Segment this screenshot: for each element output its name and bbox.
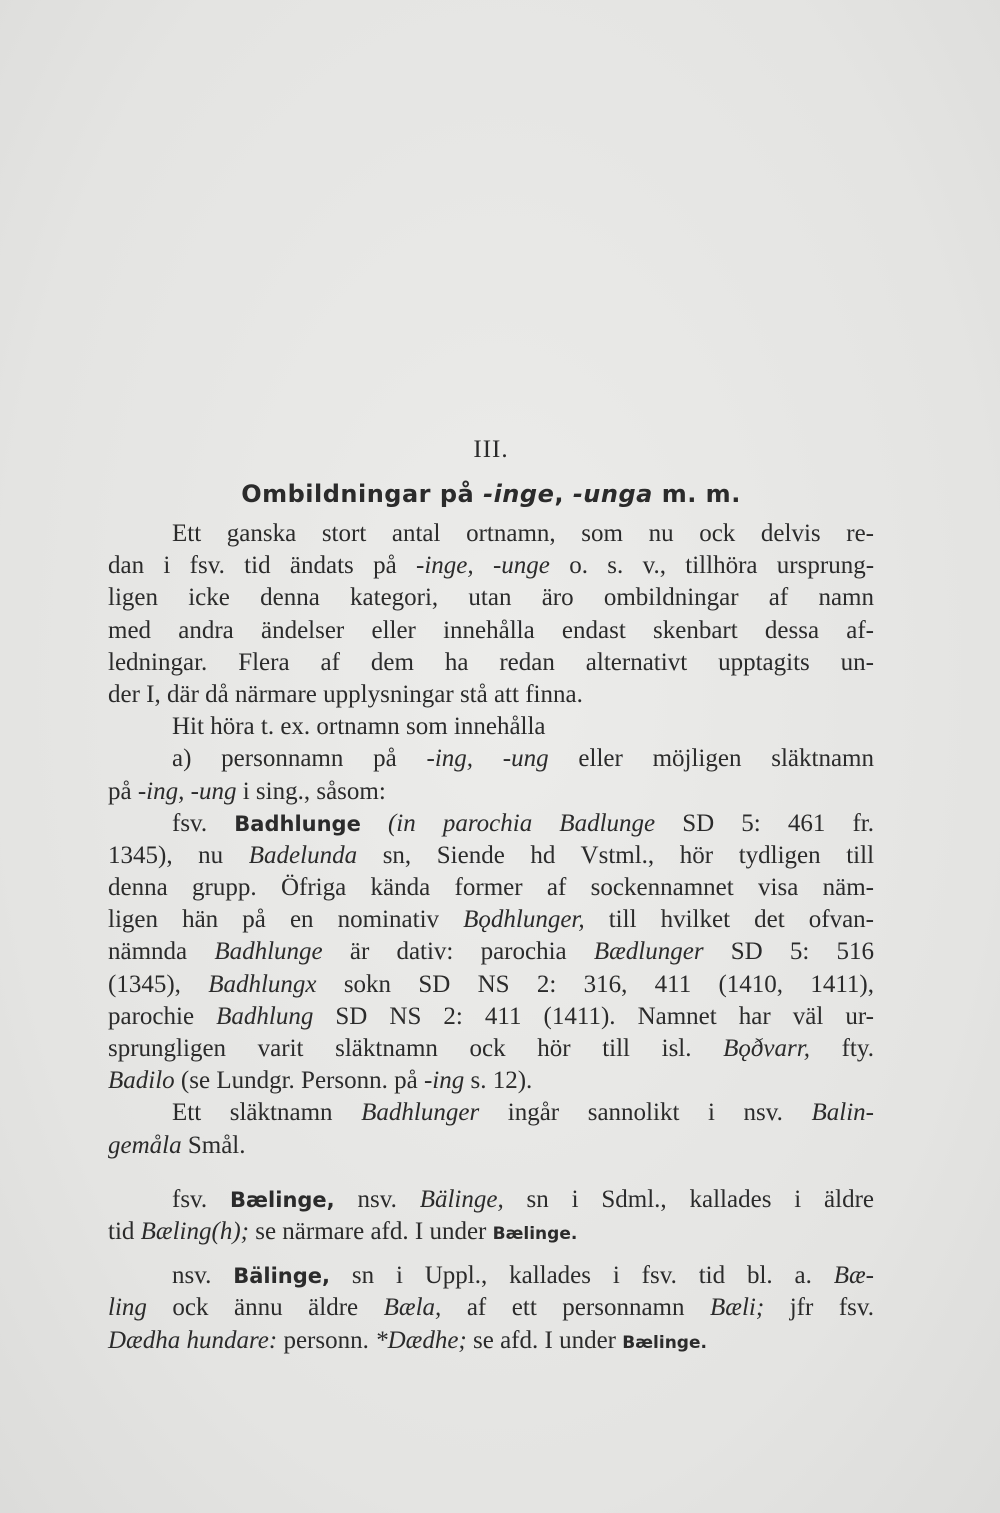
italic-span: Bǫdhlunger, bbox=[463, 906, 585, 934]
cross-reference: Bælinge. bbox=[622, 1332, 707, 1353]
text-span: se närmare afd. I under bbox=[248, 1217, 493, 1245]
text-span: ligen hän på en nominativ bbox=[108, 906, 464, 934]
text-line bbox=[108, 808, 874, 840]
text-span: Smål. bbox=[181, 1131, 246, 1159]
text-line bbox=[108, 518, 874, 550]
text-span: ledningar. Flera af dem ha redan alternativt upptagits un- bbox=[108, 648, 874, 676]
italic-span: Bæling(h); bbox=[140, 1217, 249, 1245]
text-span: ingår sannolikt i nsv. bbox=[479, 1099, 812, 1127]
text-line bbox=[108, 679, 874, 711]
text-span bbox=[361, 810, 388, 837]
chapter-title bbox=[108, 470, 874, 518]
italic-span: Bälinge, bbox=[419, 1185, 504, 1213]
entry-balinge bbox=[108, 1260, 874, 1357]
text-span: på bbox=[108, 777, 138, 805]
text-span: (se Lundgr. Personn. på bbox=[174, 1067, 424, 1095]
italic-span: Badilo bbox=[108, 1067, 175, 1095]
text-line bbox=[108, 969, 874, 1001]
text-span: Ett ganska stort antal ortnamn, som nu ock delvis re- bbox=[172, 520, 874, 547]
text-line bbox=[108, 1325, 874, 1357]
text-line bbox=[108, 936, 874, 968]
italic-span: Bæ- bbox=[833, 1262, 874, 1290]
chapter-title-suffix-inge: -inge bbox=[483, 480, 555, 508]
text-span: parochie bbox=[108, 1002, 217, 1030]
italic-span: (in parochia Badlunge bbox=[387, 809, 656, 837]
text-span: Ett släktnamn bbox=[172, 1099, 362, 1127]
text-span: fsv. bbox=[172, 1185, 231, 1213]
text-line bbox=[108, 904, 874, 936]
italic-span: Badhlungx bbox=[208, 970, 317, 998]
text-span: SD NS 2: 411 (1411). Namnet har väl ur- bbox=[313, 1002, 874, 1030]
text-line bbox=[108, 582, 874, 614]
chapter-title-text: Ombildningar på bbox=[241, 480, 484, 508]
text-line bbox=[108, 1292, 874, 1324]
text-line bbox=[108, 1065, 874, 1097]
paragraph-slaktnamn bbox=[108, 1097, 874, 1161]
text-line bbox=[108, 550, 874, 582]
paragraph-personnamn bbox=[108, 743, 874, 807]
text-span: till hvilket det ofvan- bbox=[584, 906, 875, 934]
text-span: SD 5: 516 bbox=[703, 938, 875, 966]
text-line bbox=[108, 872, 874, 904]
text-line bbox=[108, 776, 874, 808]
text-span: är dativ: parochia bbox=[322, 938, 594, 966]
chapter-title-comma: , bbox=[554, 480, 573, 508]
text-span: dan i fsv. tid ändats på bbox=[108, 552, 417, 580]
text-span: a) personnamn på bbox=[172, 745, 427, 773]
italic-span: Bæla, bbox=[383, 1294, 442, 1322]
text-line bbox=[108, 1097, 874, 1129]
text-span: eller möjligen släktnamn bbox=[548, 745, 874, 773]
paragraph-hit-hora bbox=[108, 711, 874, 743]
text-span: sprungligen varit släktnamn ock hör till isl. bbox=[108, 1035, 724, 1062]
entry-headword: Bælinge, bbox=[230, 1187, 335, 1212]
text-line bbox=[108, 711, 874, 743]
text-span: sn i Sdml., kallades i äldre bbox=[503, 1185, 875, 1213]
text-span: sokn SD NS 2: 316, 411 (1410, 1411), bbox=[316, 970, 875, 998]
text-line bbox=[108, 647, 874, 679]
italic-span: Badhlung bbox=[216, 1002, 314, 1030]
text-span: jfr fsv. bbox=[764, 1294, 875, 1322]
cross-reference: Bælinge. bbox=[492, 1223, 578, 1244]
paragraph-gap bbox=[108, 1162, 874, 1184]
italic-span: Bæli; bbox=[710, 1294, 765, 1322]
italic-span: -ing, -ung bbox=[137, 777, 237, 805]
italic-span: -ing bbox=[423, 1067, 465, 1095]
entry-headword: Bälinge, bbox=[233, 1264, 330, 1289]
text-line bbox=[108, 1184, 874, 1216]
chapter-number: III. bbox=[473, 436, 509, 463]
text-span: med andra ändelser eller innehålla endast skenbart dessa af- bbox=[108, 616, 874, 644]
italic-span: -inge, -unge bbox=[416, 552, 550, 580]
text-span: s. 12). bbox=[464, 1067, 533, 1095]
text-line bbox=[108, 743, 874, 775]
italic-span: -ing, -ung bbox=[426, 745, 549, 773]
page-body bbox=[108, 430, 874, 1357]
text-span: i sing., såsom: bbox=[236, 777, 386, 805]
text-line bbox=[108, 1216, 874, 1248]
text-span: sn i Uppl., kallades i fsv. tid bl. a. bbox=[330, 1262, 834, 1290]
text-span: Hit höra t. ex. ortnamn som innehålla bbox=[172, 713, 546, 741]
text-span: fty. bbox=[809, 1035, 874, 1062]
italic-span: Dædha hundare: bbox=[108, 1326, 278, 1354]
text-span: af ett personnamn bbox=[441, 1294, 711, 1322]
entry-headword: Badhlunge bbox=[234, 811, 361, 836]
text-line bbox=[108, 1130, 874, 1162]
text-span: ligen icke denna kategori, utan äro ombildningar af namn bbox=[108, 584, 874, 612]
text-span: nsv. bbox=[334, 1185, 420, 1213]
text-span: ock ännu äldre bbox=[146, 1294, 384, 1322]
text-line bbox=[108, 1033, 874, 1065]
italic-span: gemåla bbox=[108, 1131, 182, 1159]
text-span: sn, Siende hd Vstml., hör tydligen till bbox=[357, 841, 875, 869]
italic-span: Badhlunger bbox=[361, 1099, 480, 1127]
entry-badhlunge bbox=[108, 808, 874, 1098]
text-line bbox=[108, 1260, 874, 1292]
text-span: SD 5: 461 fr. bbox=[655, 809, 874, 837]
italic-span: Badhlunge bbox=[214, 938, 323, 966]
text-span: (1345), bbox=[108, 970, 209, 998]
paragraph-gap bbox=[108, 1248, 874, 1260]
text-span: der I, där då närmare upplysningar stå att finna. bbox=[108, 680, 583, 708]
paragraph-intro bbox=[108, 518, 874, 711]
text-span: fsv. bbox=[172, 809, 235, 837]
text-span: nämnda bbox=[108, 938, 215, 966]
text-line bbox=[108, 840, 874, 872]
chapter-title-suffix-unga: -unga bbox=[572, 480, 653, 508]
text-span: denna grupp. Öfriga kända former af sockennamnet visa näm- bbox=[108, 874, 874, 902]
text-line bbox=[108, 1001, 874, 1033]
text-span: personn. bbox=[277, 1326, 376, 1354]
text-span: se afd. I under bbox=[466, 1326, 623, 1354]
italic-span: Badelunda bbox=[248, 841, 358, 869]
text-span: o. s. v., tillhöra ursprung- bbox=[549, 552, 875, 580]
text-span: tid bbox=[108, 1217, 141, 1245]
chapter-title-end: m. m. bbox=[652, 480, 741, 508]
italic-span: Bǫðvarr, bbox=[723, 1035, 810, 1062]
entry-baelinge bbox=[108, 1184, 874, 1248]
text-line bbox=[108, 615, 874, 647]
italic-span: Balin- bbox=[811, 1099, 874, 1127]
italic-span: *Dædhe; bbox=[375, 1326, 467, 1354]
text-span: 1345), nu bbox=[108, 841, 249, 869]
text-span: nsv. bbox=[172, 1262, 234, 1290]
italic-span: Bædlunger bbox=[593, 938, 704, 966]
italic-span: ling bbox=[108, 1294, 147, 1322]
